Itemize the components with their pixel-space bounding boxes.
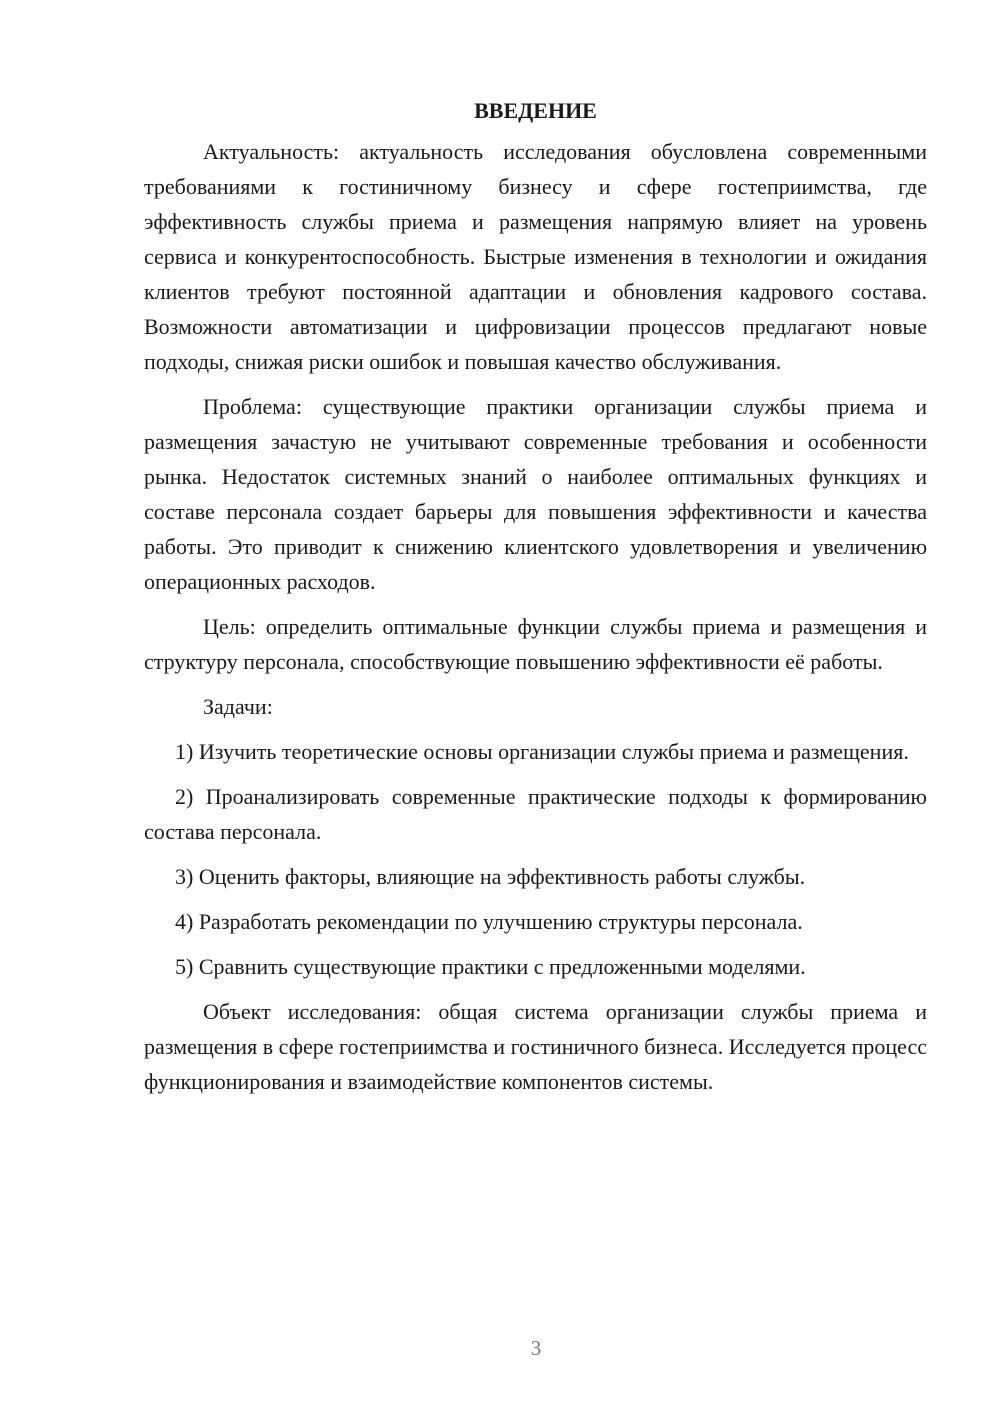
paragraph-object: Объект исследования: общая система организации службы приема и размещения в сфере гостеприимства и гостиничного бизнеса. Исследуется процесс функционирования и взаимодействие компонентов системы. — [144, 999, 927, 1094]
paragraph-relevance: Актуальность: актуальность исследования обусловлена современными требованиями к гостиничному бизнесу и сфере гостеприимства, где эффективность службы приема и размещения напрямую влияет на уровень сервиса и конкурентоспособность. Быстрые изменения в технологии и ожидания клиентов требуют постоянной адаптации и обновления кадрового состава. Возможности автоматизации и цифровизации процессов предлагают новые подходы, снижая риски ошибок и повышая качество обслуживания. — [144, 139, 927, 374]
task-item: 3) Оценить факторы, влияющие на эффективность работы службы. — [175, 864, 806, 889]
paragraph-goal: Цель: определить оптимальные функции службы приема и размещения и структуру персонала, способствующие повышению эффективности её работы. — [144, 614, 927, 674]
section-title: ВВЕДЕНИЕ — [474, 98, 597, 123]
task-item: 4) Разработать рекомендации по улучшению структуры персонала. — [175, 909, 803, 934]
page-number: 3 — [530, 1336, 542, 1360]
task-item: 1) Изучить теоретические основы организации службы приема и размещения. — [175, 739, 909, 764]
task-item: 5) Сравнить существующие практики с предложенными моделями. — [175, 954, 806, 979]
task-item: 2) Проанализировать современные практические подходы к формированию состава персонала. — [144, 784, 927, 844]
page-content — [144, 94, 927, 1109]
tasks-label: Задачи: — [203, 694, 273, 719]
paragraph-problem: Проблема: существующие практики организации службы приема и размещения зачастую не учитывают современные требования и особенности рынка. Недостаток системных знаний о наиболее оптимальных функциях и составе персонала создает барьеры для повышения эффективности и качества работы. Это приводит к снижению клиентского удовлетворения и увеличению операционных расходов. — [144, 394, 927, 594]
